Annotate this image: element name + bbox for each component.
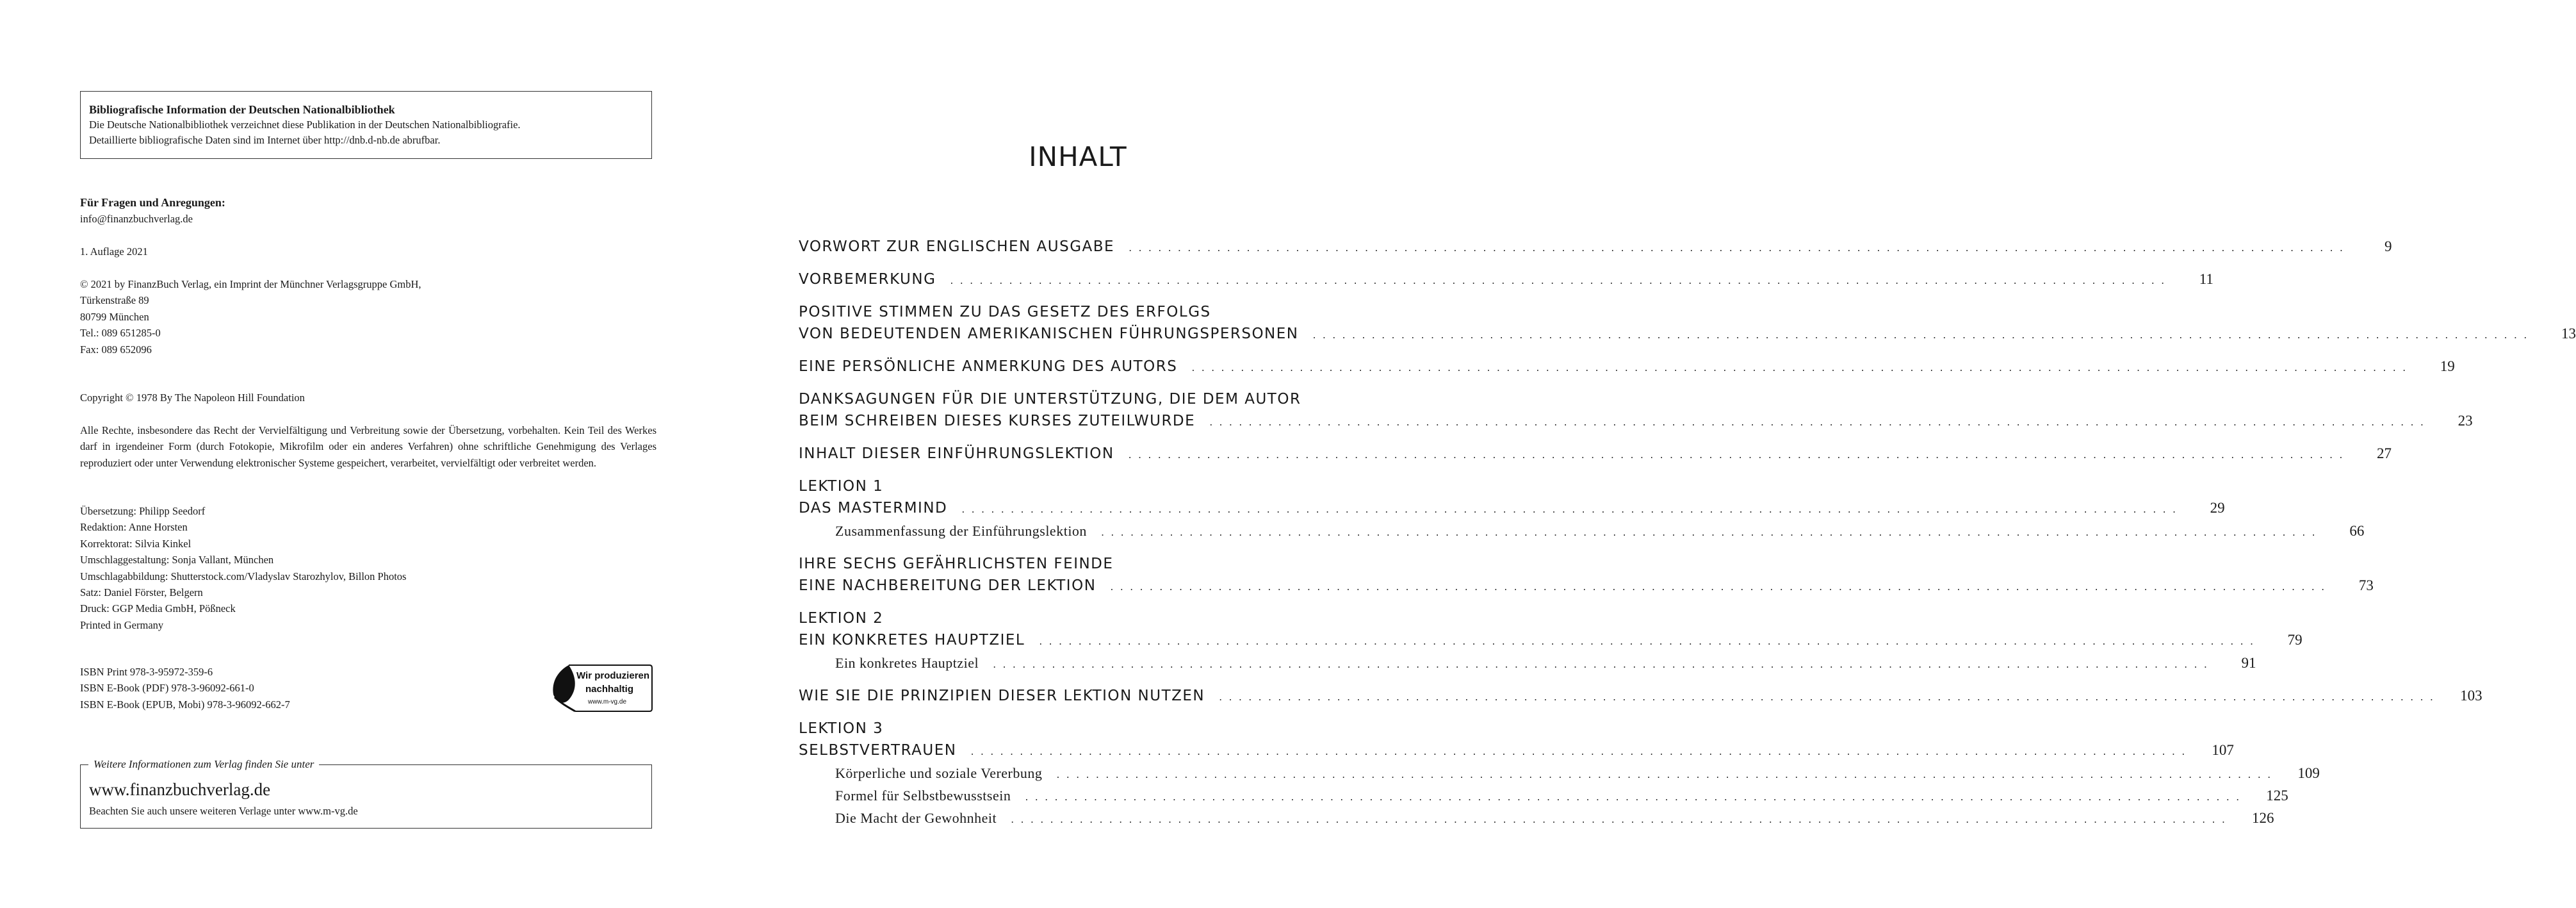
- toc-dot-leader: [1191, 358, 2407, 377]
- toc-dot-leader: [1101, 523, 2317, 542]
- toc-entry: [799, 324, 2576, 345]
- toc-entry: [799, 499, 2225, 519]
- publisher-line: Fax: 089 652096: [80, 343, 152, 356]
- toc-entry-title: Körperliche und soziale Vererbung: [835, 765, 1043, 781]
- publisher-note: Beachten Sie auch unsere weiteren Verlage unter www.m-vg.de: [89, 805, 358, 817]
- credit-line: Printed in Germany: [80, 618, 164, 631]
- toc-entry-title: BEIM SCHREIBEN DIESES KURSES ZUTEILWURDE: [799, 413, 1196, 429]
- toc-page-number: 19: [2440, 358, 2455, 374]
- sustainability-badge: [550, 664, 653, 713]
- toc-page-number: 107: [2212, 742, 2234, 758]
- toc-entry: [799, 302, 1452, 322]
- toc-dot-leader: [1056, 765, 2272, 784]
- bibliographic-info-line: Die Deutsche Nationalbibliothek verzeichnet diese Publikation in der Deutschen Nationalbibliografie.: [89, 119, 521, 131]
- toc-entry-title: Zusammenfassung der Einführungslektion: [835, 523, 1087, 539]
- copyright-line: Copyright © 1978 By The Napoleon Hill Foundation: [80, 392, 305, 404]
- toc-entry: [799, 237, 2392, 258]
- contact-heading: Für Fragen und Anregungen:: [80, 196, 225, 209]
- credit-line: Umschlagabbildung: Shutterstock.com/Vladyslav Starozhylov, Billon Photos: [80, 570, 407, 582]
- toc-page-number: 27: [2377, 445, 2392, 461]
- toc-entry-title: VORBEMERKUNG: [799, 271, 936, 288]
- toc-entry-title: LEKTION 2: [799, 610, 884, 627]
- toc-dot-leader: [1110, 577, 2326, 597]
- toc-dot-leader: [1025, 788, 2240, 807]
- toc-dot-leader: [993, 655, 2208, 674]
- toc-entry: [799, 411, 2473, 432]
- toc-dot-leader: [970, 742, 2186, 761]
- isbn-line: ISBN E-Book (EPUB, Mobi) 978-3-96092-662-7: [80, 698, 290, 711]
- badge-line: nachhaltig: [585, 684, 634, 695]
- credit-line: Übersetzung: Philipp Seedorf: [80, 505, 206, 517]
- publisher-line: Tel.: 089 651285-0: [80, 327, 161, 340]
- toc-entry: [799, 741, 2234, 761]
- toc-entry-title: POSITIVE STIMMEN ZU DAS GESETZ DES ERFOLGS: [799, 304, 1211, 320]
- credit-line: Umschlaggestaltung: Sonja Vallant, München: [80, 554, 274, 566]
- toc-entry-title: DAS MASTERMIND: [799, 500, 948, 516]
- toc-page-number: 11: [2199, 271, 2213, 287]
- edition-text: [80, 244, 148, 260]
- publisher-block: [80, 276, 421, 358]
- toc-entry: [799, 719, 1452, 738]
- toc-subentry: [835, 809, 2274, 829]
- toc-entry: [799, 477, 1452, 496]
- toc-entry: [799, 390, 1452, 409]
- toc-entry: [799, 357, 2455, 377]
- toc-entry-title: SELBSTVERTRAUEN: [799, 742, 957, 759]
- toc-entry-title: LEKTION 3: [799, 720, 884, 737]
- publisher-line: Türkenstraße 89: [80, 294, 149, 307]
- toc-entry: [799, 609, 1452, 628]
- credit-line: Satz: Daniel Förster, Belgern: [80, 586, 203, 599]
- publisher-info-box: [80, 758, 652, 829]
- toc-entry: [799, 554, 1452, 574]
- toc-page-number: 109: [2297, 765, 2320, 781]
- toc-page-number: 9: [2384, 238, 2392, 254]
- bibliographic-info-line: Detaillierte bibliografische Daten sind im Internet über http://dnb.d-nb.de abrufbar.: [89, 134, 441, 146]
- toc-entry: [799, 444, 2392, 465]
- publisher-line: 80799 München: [80, 310, 149, 323]
- rights-text: Alle Rechte, insbesondere das Recht der Vervielfältigung und Verbreitung sowie der Übersetzung, vorbehalten. Kein Teil des Werkes darf in irgendeiner Form (durch Fotokopie, Mikrofilm oder ein anderes Verfahren) ohne schriftliche Genehmigung des Verlages reproduziert oder unter Verwendung elektronischer Systeme gespeichert, verarbeitet, vervielfältigt oder verbreitet werden.: [80, 424, 656, 469]
- toc-dot-leader: [1209, 413, 2425, 432]
- credit-line: Korrektorat: Silvia Kinkel: [80, 537, 192, 550]
- toc-dot-leader: [961, 500, 2177, 519]
- toc-subentry: [835, 764, 2320, 784]
- toc-dot-leader: [1129, 238, 2344, 258]
- publisher-url: www.finanzbuchverlag.de: [89, 780, 271, 799]
- rights-paragraph: [80, 422, 656, 471]
- copyright-text: [80, 390, 305, 406]
- toc-subentry: [835, 786, 2288, 807]
- toc-entry-title: WIE SIE DIE PRINZIPIEN DIESER LEKTION NUTZEN: [799, 688, 1205, 704]
- bibliographic-info-box: [80, 91, 652, 159]
- publisher-line: © 2021 by FinanzBuch Verlag, ein Imprint der Münchner Verlagsgruppe GmbH,: [80, 278, 421, 290]
- toc-dot-leader: [1313, 326, 2529, 345]
- toc-entry-title: Formel für Selbstbewusstsein: [835, 788, 1011, 804]
- bibliographic-info-title: Bibliografische Information der Deutschen Nationalbibliothek: [89, 103, 395, 116]
- toc-title: INHALT: [1029, 141, 1127, 172]
- toc-dot-leader: [1129, 445, 2344, 465]
- toc-page-number: 125: [2266, 788, 2288, 804]
- toc-entry-title: DANKSAGUNGEN FÜR DIE UNTERSTÜTZUNG, DIE DEM AUTOR: [799, 391, 1301, 408]
- toc-page-number: 29: [2210, 500, 2225, 516]
- toc-entry: [799, 270, 2213, 290]
- toc-dot-leader: [1219, 688, 2434, 707]
- contact-email: info@finanzbuchverlag.de: [80, 213, 193, 226]
- toc-entry-title: Die Macht der Gewohnheit: [835, 810, 997, 826]
- toc-page-number: 79: [2287, 632, 2303, 648]
- toc-entry-title: IHRE SECHS GEFÄHRLICHSTEN FEINDE: [799, 556, 1114, 572]
- toc-entry-title: EINE NACHBEREITUNG DER LEKTION: [799, 577, 1096, 594]
- edition-line: 1. Auflage 2021: [80, 245, 148, 258]
- imprint-page: [0, 0, 719, 908]
- isbn-line: ISBN Print 978-3-95972-359-6: [80, 666, 213, 678]
- toc-entry-title: LEKTION 1: [799, 478, 884, 495]
- toc-entry: [799, 576, 2374, 597]
- toc-page-number: 126: [2252, 810, 2274, 826]
- badge-url: www.m-vg.de: [588, 698, 627, 706]
- toc-subentry: [835, 654, 2256, 674]
- toc-dot-leader: [950, 271, 2165, 290]
- toc-entry-title: EIN KONKRETES HAUPTZIEL: [799, 632, 1025, 648]
- toc-page-number: 73: [2358, 577, 2374, 593]
- toc-entry-title: EINE PERSÖNLICHE ANMERKUNG DES AUTORS: [799, 358, 1178, 375]
- toc-page-number: 13: [2561, 326, 2576, 342]
- badge-line: Wir produzieren: [576, 670, 650, 681]
- toc-page-number: 103: [2460, 688, 2482, 704]
- toc-entry-title: Ein konkretes Hauptziel: [835, 655, 979, 671]
- table-of-contents-page: [719, 0, 2576, 908]
- toc-entry-title: VORWORT ZUR ENGLISCHEN AUSGABE: [799, 238, 1115, 255]
- toc-subentry: [835, 522, 2365, 542]
- toc-entry-title: VON BEDEUTENDEN AMERIKANISCHEN FÜHRUNGSPERSONEN: [799, 326, 1299, 342]
- toc-entry: [799, 686, 2482, 707]
- toc-dot-leader: [1011, 810, 2226, 829]
- toc-dot-leader: [1039, 632, 2254, 651]
- toc-entry-title: INHALT DIESER EINFÜHRUNGSLEKTION: [799, 445, 1114, 462]
- toc-entry: [799, 631, 2303, 651]
- toc-page-number: 91: [2241, 655, 2256, 671]
- toc-page-number: 66: [2349, 523, 2365, 539]
- publisher-info-legend: Weitere Informationen zum Verlag finden Sie unter: [88, 757, 319, 772]
- isbn-block: [80, 664, 290, 713]
- isbn-line: ISBN E-Book (PDF) 978-3-96092-661-0: [80, 682, 254, 695]
- credit-line: Redaktion: Anne Horsten: [80, 521, 188, 534]
- credits-block: [80, 503, 406, 633]
- credit-line: Druck: GGP Media GmbH, Pößneck: [80, 602, 236, 615]
- contact-block: [80, 195, 225, 227]
- toc-page-number: 23: [2458, 413, 2473, 429]
